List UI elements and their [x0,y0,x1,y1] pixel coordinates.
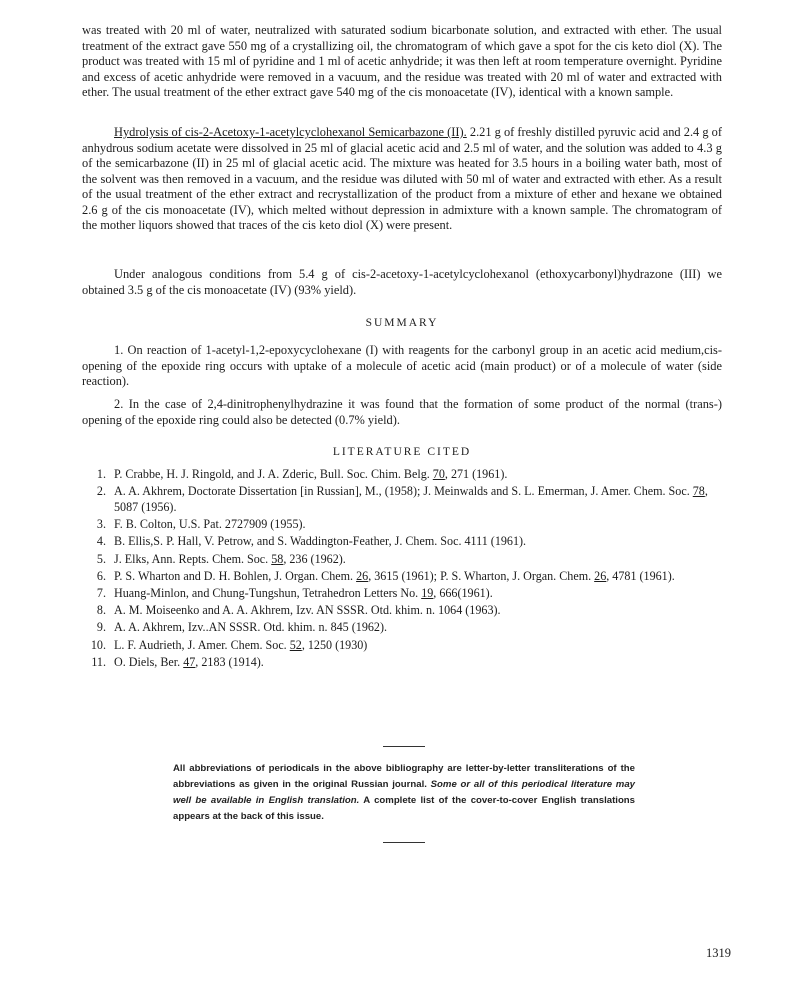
literature-heading: LITERATURE CITED [332,446,472,458]
reference-text: F. B. Colton, U.S. Pat. 2727909 (1955). [114,517,306,532]
divider-rule-top [383,746,425,747]
reference-number: 3. [96,517,106,532]
paragraph-procedure-end: was treated with 20 ml of water, neutralized with saturated sodium bicarbonate solution, and extracted with ether. The usual treatment of the extract gave 550 mg of a crystallizing oil, the chromatogram of which gave a spot for the cis keto diol (X). The product was treated with 15 ml of pyridine and 1 ml of acetic anhydride; it was then left at room temperature overnight. Pyridine and excess of acetic anhydride were removed in a vacuum, and the residue was treated with 20 ml of water and extracted with ether. The usual treatment of the ether extract gave 540 mg of the cis monoacetate (IV), identical with a known sample. [82,23,722,99]
hydrolysis-title: Hydrolysis of cis-2-Acetoxy-1-acetylcyclohexanol Semicarbazone (II). [114,125,467,139]
reference-text: B. Ellis,S. P. Hall, V. Petrow, and S. Waddington-Feather, J. Chem. Soc. 4111 (1961). [114,534,527,549]
reference-item [82,484,732,515]
reference-volume: 52 [289,637,302,652]
footnote-text: A complete list of the cover-to-cover English translations appears at the back of this issue. [173,795,635,822]
paragraph-analogous: Under analogous conditions from 5.4 g of cis-2-acetoxy-1-acetylcyclohexanol (ethoxycarbonyl)hydrazone (III) we obtained 3.5 g of the cis monoacetate (IV) (93% yield). [82,267,722,297]
reference-number: 9. [96,620,106,635]
reference-volume: 26 [594,568,607,583]
reference-number: 2. [96,484,106,499]
reference-volume: 78 [692,484,705,499]
reference-number: 4. [96,534,106,549]
reference-item [82,603,732,619]
reference-item [82,552,732,568]
reference-list [82,467,732,672]
reference-item [82,638,732,654]
reference-item [82,620,732,636]
reference-text: O. Diels, Ber. [114,654,184,669]
summary-point-1: 1. On reaction of 1-acetyl-1,2-epoxycyclohexane (I) with reagents for the carbonyl group in an acetic acid medium,cis-opening of the epoxide ring occurs with uptake of a molecule of acetic acid (main product) or of a molecule of water (side reaction). [82,343,722,388]
reference-text: L. F. Audrieth, J. Amer. Chem. Soc. [114,637,290,652]
reference-text: , 5087 (1956). [114,484,708,514]
reference-item [82,569,732,585]
reference-number: 8. [96,603,106,618]
reference-item [82,517,732,533]
reference-number: 10. [90,637,106,652]
reference-item [82,534,732,550]
footnote-abbreviations [173,761,635,825]
divider-rule-bottom [383,842,425,843]
reference-volume: 47 [183,654,196,669]
paragraph-hydrolysis [82,125,722,234]
reference-number: 1. [96,467,106,481]
reference-text: , 2183 (1914). [195,654,264,669]
reference-number: 6. [96,568,106,583]
reference-text: , 271 (1961). [444,467,508,481]
reference-text: A. A. Akhrem, Doctorate Dissertation [in Russian], M., (1958); J. Meinwalds and S. L. Emerman, J. Amer. Chem. Soc. [114,484,693,499]
reference-number: 5. [96,551,106,566]
reference-text: , 3615 (1961); P. S. Wharton, J. Organ. Chem. [368,568,595,583]
reference-text: A. A. Akhrem, Izv..AN SSSR. Otd. khim. n. 845 (1962). [114,620,388,635]
reference-item [82,467,732,483]
reference-text: Huang-Minlon, and Chung-Tungshun, Tetrahedron Letters No. [114,585,422,600]
summary-point-2: 2. In the case of 2,4-dinitrophenylhydrazine it was found that the formation of some product of the normal (trans-) opening of the epoxide ring could also be detected (0.7% yield). [82,397,722,427]
reference-text: , 666(1961). [433,585,493,600]
reference-item [82,655,732,671]
summary-heading: SUMMARY [365,317,439,329]
reference-volume: 26 [356,568,369,583]
reference-text: , 1250 (1930) [301,637,368,652]
reference-volume: 70 [432,467,445,481]
reference-volume: 19 [421,585,434,600]
footnote-italic-text: Some or all of this periodical literature may well be available in English translation. [173,779,635,806]
footnote-text: All abbreviations of periodicals in the above bibliography are letter-by-letter transliterations of the abbreviations as given in the original Russian journal. [173,763,635,790]
reference-text: , 4781 (1961). [606,568,675,583]
reference-text: J. Elks, Ann. Repts. Chem. Soc. [114,551,272,566]
reference-number: 11. [91,654,106,669]
reference-text: , 236 (1962). [283,551,346,566]
reference-number: 7. [96,585,106,600]
reference-text: P. S. Wharton and D. H. Bohlen, J. Organ. Chem. [114,568,357,583]
reference-text: P. Crabbe, H. J. Ringold, and J. A. Zderic, Bull. Soc. Chim. Belg. [114,467,433,481]
reference-volume: 58 [271,551,284,566]
page-number: 1319 [706,946,731,960]
reference-item [82,586,732,602]
reference-text: A. M. Moiseenko and A. A. Akhrem, Izv. AN SSSR. Otd. khim. n. 1064 (1963). [114,603,501,618]
hydrolysis-body: 2.21 g of freshly distilled pyruvic acid and 2.4 g of anhydrous sodium acetate were dissolved in 25 ml of glacial acetic acid and 2.5 ml of water, and the solution was added to 4.3 g of the semicarbazone (II) in 25 ml of glacial acetic acid. The mixture was heated for 3.5 hours in a boiling water bath, most of the solvent was then removed in a vacuum, and the residue was diluted with 50 ml of water and extracted with ether. As a result of the usual treatment of the ether extract and recrystallization of the product from a mixture of ether and hexane we obtained 2.6 g of the cis monoacetate (IV), which melted without depression in admixture with a known sample. The chromatogram of the mother liquors showed that traces of the cis keto diol (X) were present. [82,125,722,232]
